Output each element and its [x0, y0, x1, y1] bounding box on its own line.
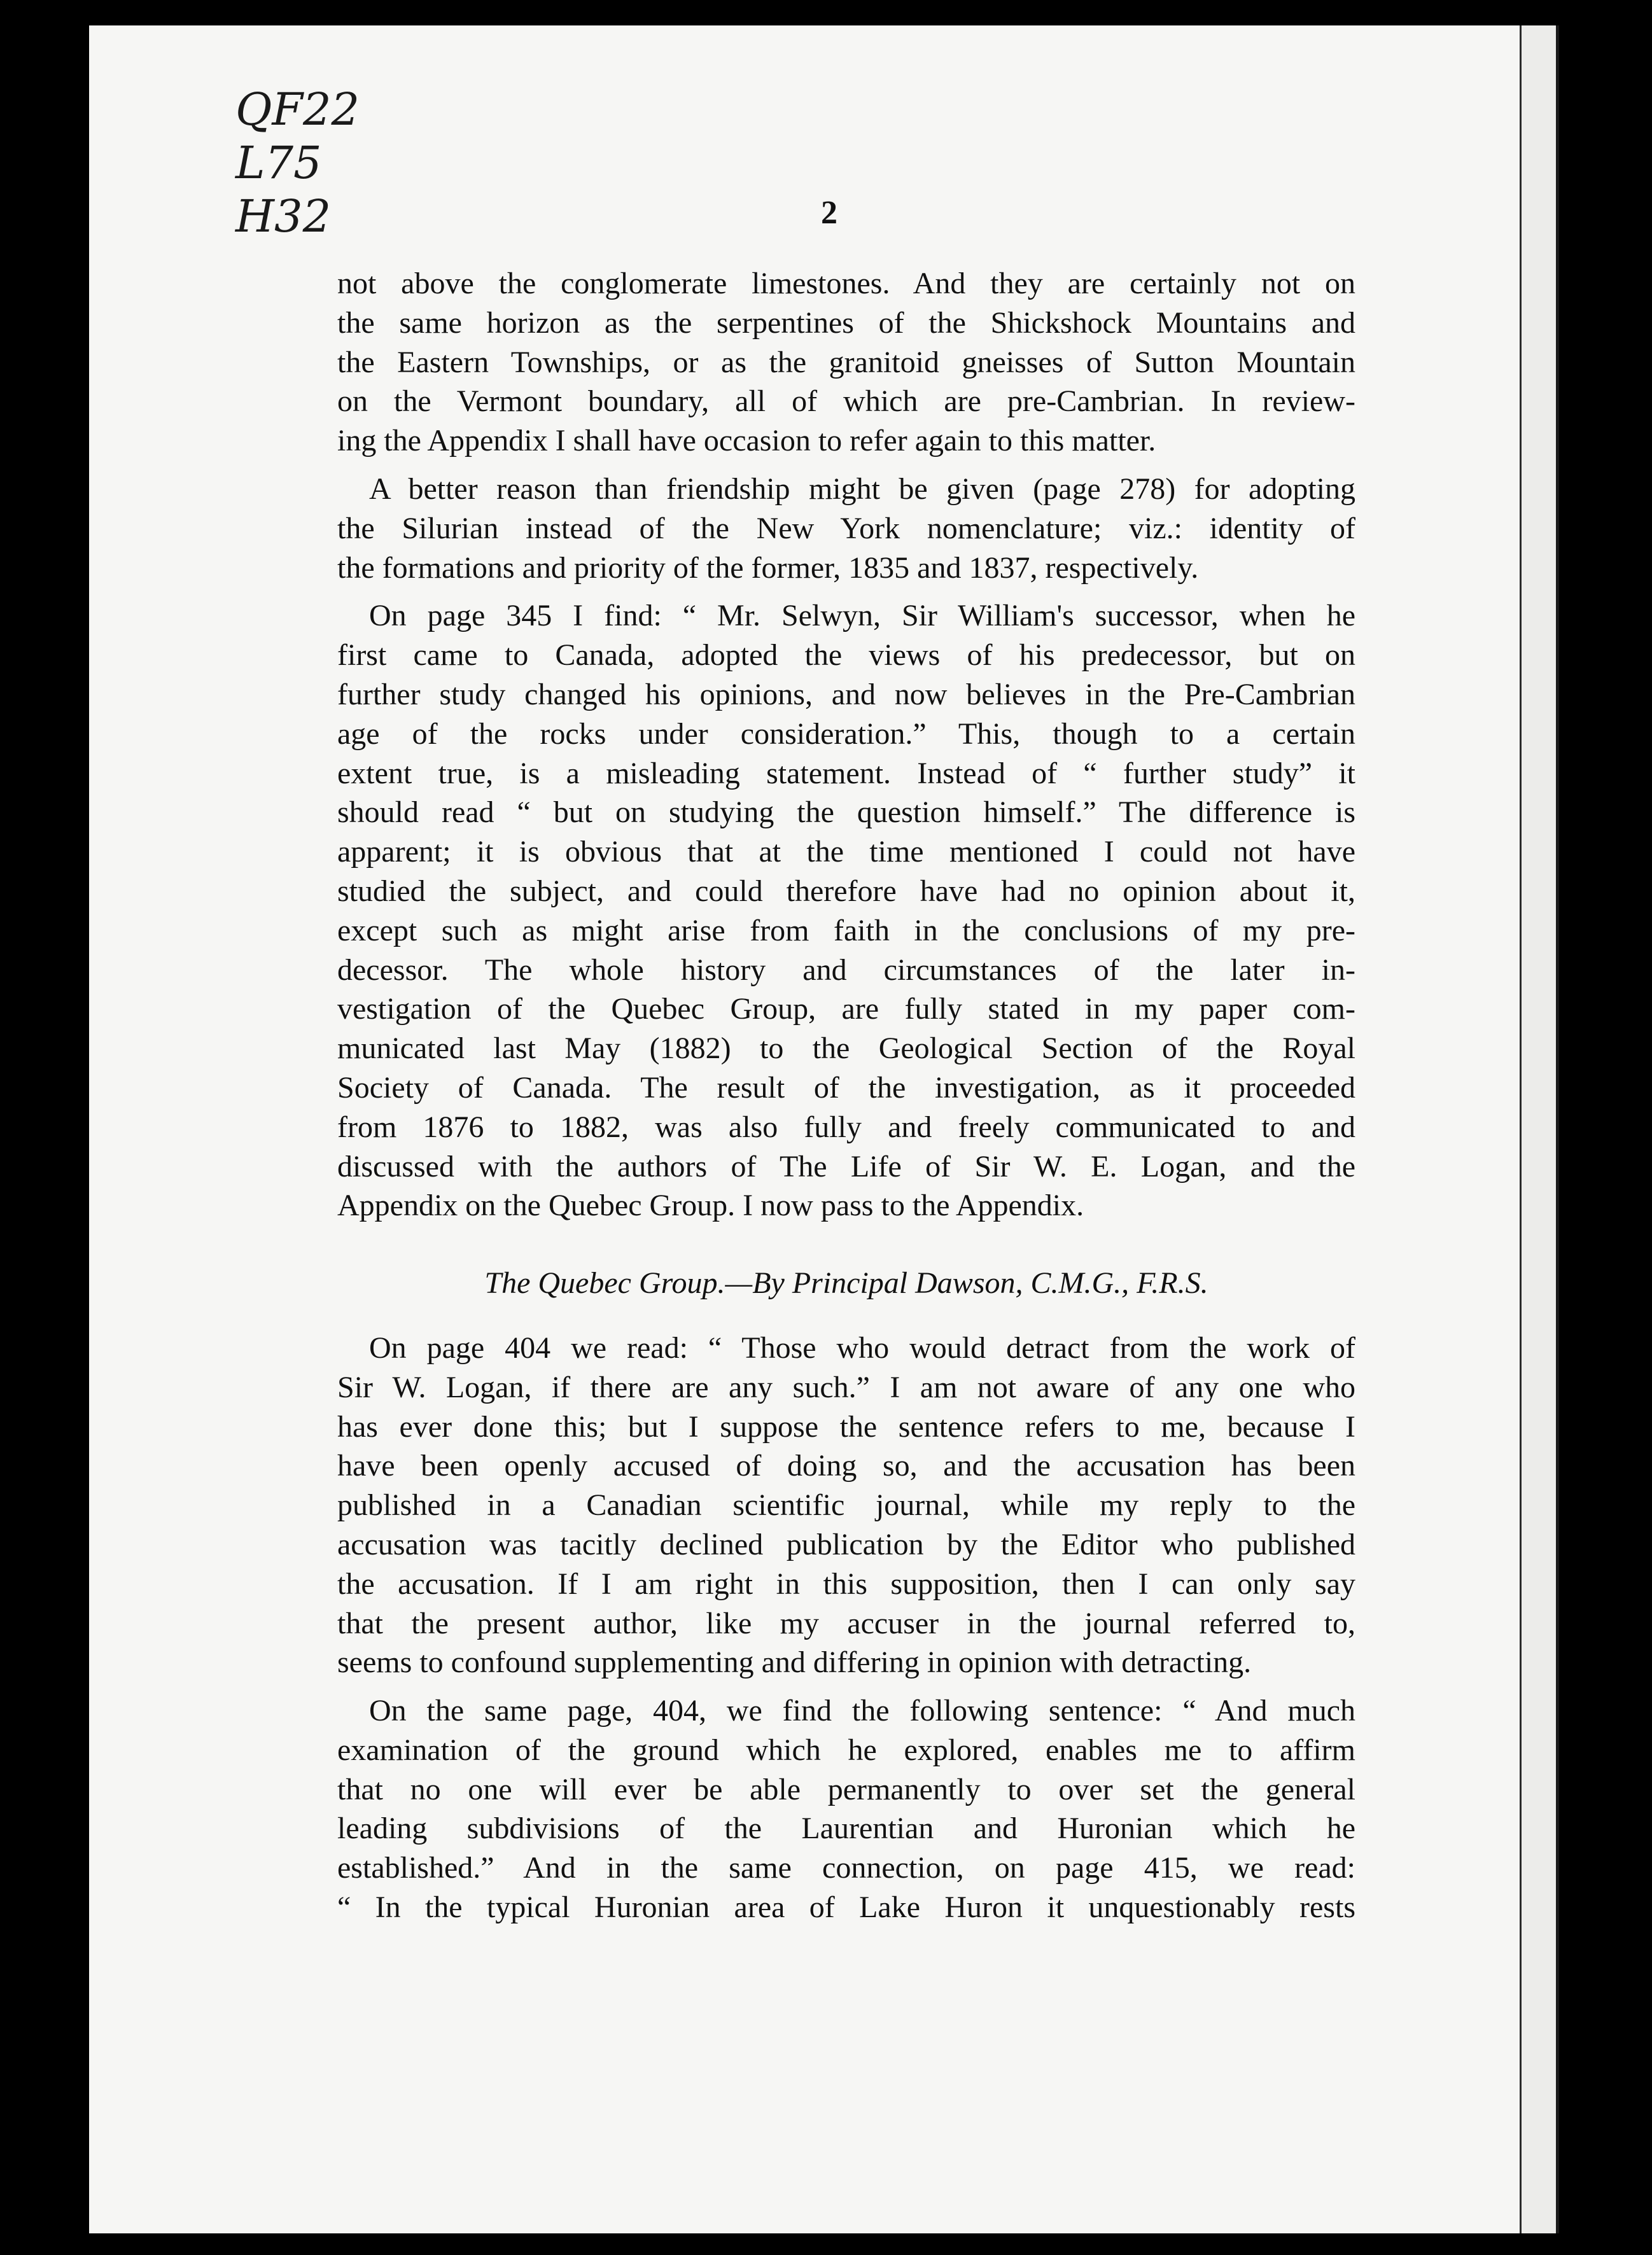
text-line: extent true, is a misleading statement. Instead of “ further study” it: [337, 756, 1355, 790]
text-line: age of the rocks under consideration.” This, though to a certain: [337, 716, 1355, 751]
text-line: the Silurian instead of the New York nomenclature; viz.: identity of: [337, 511, 1355, 545]
text-line: that no one will ever be able permanently to over set the general: [337, 1772, 1355, 1806]
text-line: “ In the typical Huronian area of Lake Huron it unquestionably rests: [337, 1890, 1355, 1925]
text-line: leading subdivisions of the Laurentian and Huronian which he: [337, 1812, 1355, 1846]
text-line: should read “ but on studying the question himself.” The difference is: [337, 795, 1355, 830]
text-line: the Eastern Townships, or as the granitoid gneisses of Sutton Mountain: [337, 345, 1355, 379]
text-line: A better reason than friendship might be given (page 278) for adopting: [369, 471, 1355, 506]
text-line: ing the Appendix I shall have occasion to refer again to this matter.: [337, 424, 1156, 458]
text-line: Appendix on the Quebec Group. I now pass to the Appendix.: [337, 1189, 1084, 1223]
call-number-line-2: L75: [235, 137, 322, 189]
text-line: from 1876 to 1882, was also fully and freely communicated to and: [337, 1110, 1355, 1144]
text-line: discussed with the authors of The Life of Sir W. E. Logan, and the: [337, 1149, 1355, 1183]
text-line: that the present author, like my accuser in the journal referred to,: [337, 1606, 1355, 1640]
text-line: the same horizon as the serpentines of the Shickshock Mountains and: [337, 305, 1355, 340]
page-edge-line: [1520, 25, 1522, 2233]
text-line: accusation was tacitly declined publication by the Editor who published: [337, 1527, 1355, 1561]
text-line: On the same page, 404, we find the following sentence: “ And much: [369, 1694, 1355, 1728]
text-line: have been openly accused of doing so, and the accusation has been: [337, 1449, 1355, 1483]
text-line: vestigation of the Quebec Group, are fully stated in my paper com-: [337, 992, 1355, 1026]
text-line: the formations and priority of the former, 1835 and 1837, respectively.: [337, 550, 1199, 585]
text-line: established.” And in the same connection, on page 415, we read:: [337, 1851, 1355, 1885]
text-line: not above the conglomerate limestones. And they are certainly not on: [337, 267, 1355, 300]
call-number-line-1: QF22: [235, 83, 360, 136]
text-line: apparent; it is obvious that at the time mentioned I could not have: [337, 835, 1355, 869]
call-number-line-3: H32: [235, 190, 332, 242]
text-line: on the Vermont boundary, all of which are pre-Cambrian. In review-: [337, 384, 1355, 419]
text-line: Sir W. Logan, if there are any such.” I am not aware of any one who: [337, 1370, 1355, 1404]
text-line: Society of Canada. The result of the investigation, as it proceeded: [337, 1070, 1355, 1105]
text-line: On page 345 I find: “ Mr. Selwyn, Sir William's successor, when he: [369, 599, 1355, 633]
text-line: On page 404 we read: “ Those who would detract from the work of: [369, 1330, 1355, 1365]
paragraph-5: [337, 1691, 1355, 1927]
page-edge-shadow: [1556, 25, 1559, 2233]
text-line: the accusation. If I am right in this supposition, then I can only say: [337, 1567, 1355, 1601]
text-line: municated last May (1882) to the Geological Section of the Royal: [337, 1031, 1355, 1066]
body-text: [337, 264, 1355, 1936]
handwritten-call-number: [235, 83, 360, 243]
text-line: published in a Canadian scientific journal, while my reply to the: [337, 1488, 1355, 1523]
page-number: 2: [821, 195, 837, 231]
text-line: has ever done this; but I suppose the sentence refers to me, because I: [337, 1409, 1355, 1444]
facing-page-edge: [1521, 25, 1559, 2233]
paragraph-3: [337, 596, 1355, 1225]
text-line: examination of the ground which he explored, enables me to affirm: [337, 1733, 1355, 1767]
paragraph-4: [337, 1329, 1355, 1682]
text-line: except such as might arise from faith in the conclusions of my pre-: [337, 913, 1355, 947]
text-line: studied the subject, and could therefore have had no opinion about it,: [337, 874, 1355, 908]
section-heading: The Quebec Group.—By Principal Dawson, C.M.G., F.R.S.: [484, 1266, 1208, 1301]
paragraph-2: [337, 470, 1355, 587]
text-line: seems to confound supplementing and differing in opinion with detracting.: [337, 1645, 1252, 1680]
text-line: decessor. The whole history and circumstances of the later in-: [337, 953, 1355, 987]
text-line: first came to Canada, adopted the views of his predecessor, but on: [337, 638, 1355, 673]
paragraph-1: [337, 264, 1355, 461]
text-line: further study changed his opinions, and now believes in the Pre-Cambrian: [337, 677, 1355, 711]
